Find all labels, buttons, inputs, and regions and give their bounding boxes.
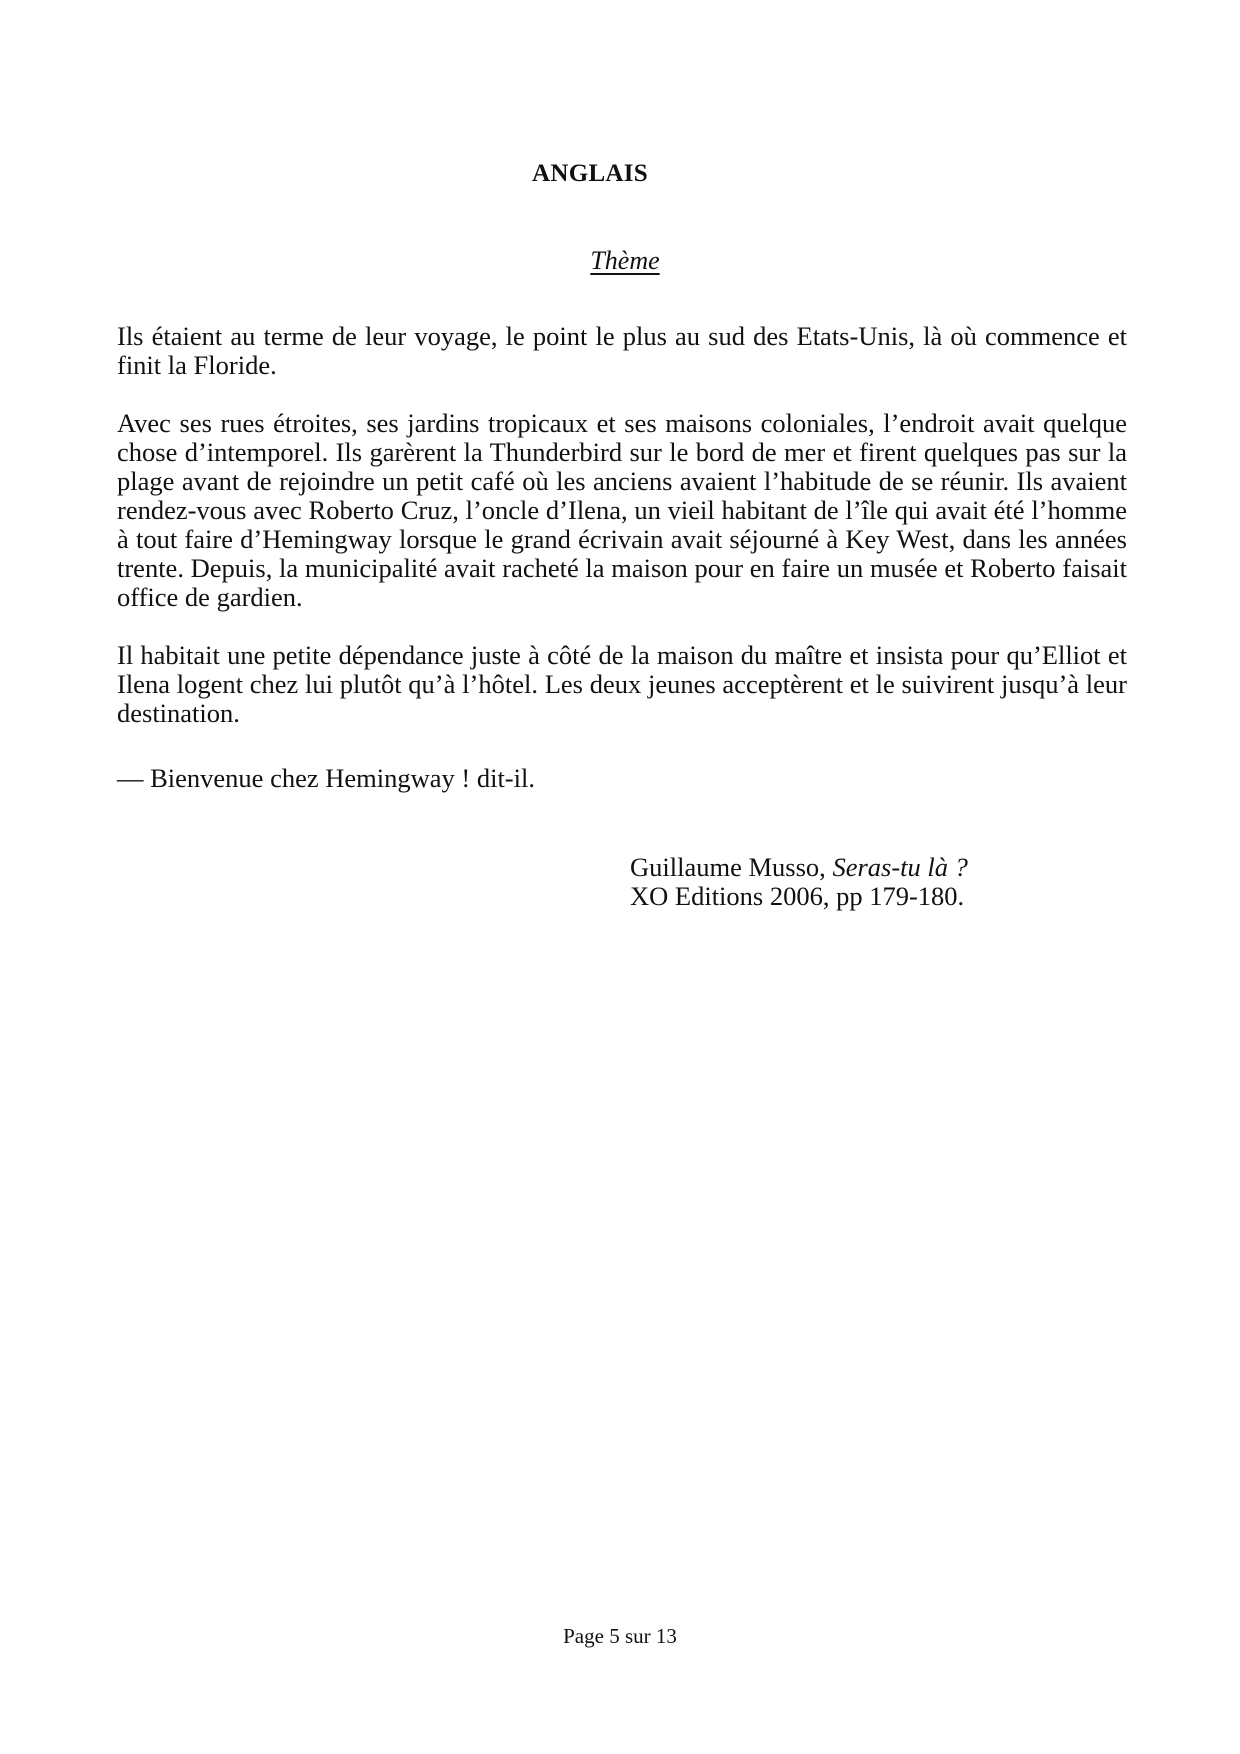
paragraph-3: Il habitait une petite dépendance juste à côté de la maison du maître et insista pour qu’Elliot et Ilena logent chez lui plutôt qu’à l’hôtel. Les deux jeunes acceptèrent et le suivirent jusqu’à leur destination.: [117, 640, 1127, 728]
dialogue-line: — Bienvenue chez Hemingway ! dit-il.: [117, 763, 535, 793]
citation: [630, 853, 968, 911]
paragraph-1: Ils étaient au terme de leur voyage, le point le plus au sud des Etats-Unis, là où commence et finit la Floride.: [117, 321, 1127, 380]
citation-line-1: [630, 853, 968, 882]
citation-title: Seras-tu là ?: [832, 852, 968, 882]
citation-publisher: XO Editions 2006, pp 179-180.: [630, 881, 965, 911]
section-subtitle: Thème: [590, 246, 660, 275]
page-title: ANGLAIS: [531, 160, 649, 187]
body-text: [117, 322, 1127, 757]
citation-author: Guillaume Musso,: [630, 852, 833, 882]
page-number: Page 5 sur 13: [563, 1624, 677, 1648]
paragraph-2: Avec ses rues étroites, ses jardins tropicaux et ses maisons coloniales, l’endroit avait quelque chose d’intemporel. Ils garèrent la Thunderbird sur le bord de mer et firent quelques pas sur la plage avant de rejoindre un petit café où les anciens avaient l’habitude de se réunir. Ils avaient rendez-vous avec Roberto Cruz, l’oncle d’Ilena, un vieil habitant de l’île qui avait été l’homme à tout faire d’Hemingway lorsque le grand écrivain avait séjourné à Key West, dans les années trente. Depuis, la municipalité avait racheté la maison pour en faire un musée et Roberto faisait office de gardien.: [117, 408, 1127, 612]
